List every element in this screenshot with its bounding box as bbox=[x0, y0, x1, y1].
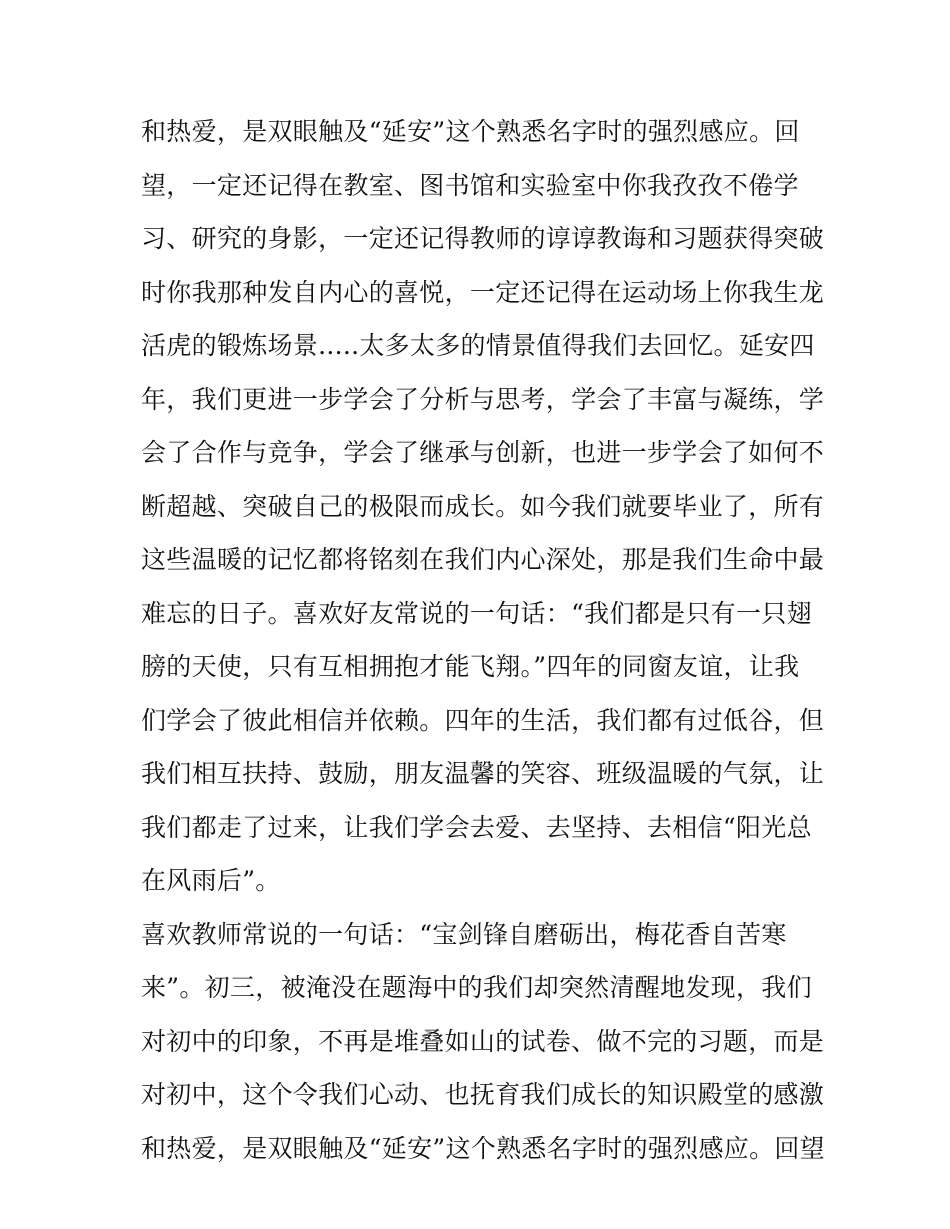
text-line: 我们相互扶持、鼓励，朋友温馨的笑容、班级温暖的气氛，让 bbox=[141, 759, 825, 788]
text-line: 喜欢教师常说的一句话：“宝剑锋自磨砺出，梅花香自苦寒 bbox=[141, 919, 787, 949]
text-line: 这些温暖的记忆都将铭刻在我们内心深处，那是我们生命中最 bbox=[141, 545, 825, 574]
text-line: 习、研究的身影，一定还记得教师的谆谆教诲和习题获得突破 bbox=[141, 224, 825, 253]
text-line: 来”。初三，被淹没在题海中的我们却突然清醒地发现，我们 bbox=[141, 973, 812, 1002]
text-line: 膀的天使，只有互相拥抱才能飞翔。”四年的同窗友谊，让我 bbox=[141, 652, 800, 681]
text-line: 活虎的锻炼场景.....太多太多的情景值得我们去回忆。延安四 bbox=[141, 331, 815, 360]
text-line: 对初中的印象，不再是堆叠如山的试卷、做不完的习题，而是 bbox=[141, 1026, 825, 1056]
text-line: 时你我那种发自内心的喜悦，一定还记得在运动场上你我生龙 bbox=[141, 277, 825, 307]
text-line: 望，一定还记得在教室、图书馆和实验室中你我孜孜不倦学 bbox=[141, 170, 799, 200]
text-line: 难忘的日子。喜欢好友常说的一句话：“我们都是只有一只翅 bbox=[141, 598, 812, 628]
text-line: 会了合作与竞争，学会了继承与创新，也进一步学会了如何不 bbox=[141, 438, 825, 467]
text-line: 在风雨后”。 bbox=[141, 866, 281, 895]
text-line: 和热爱，是双眼触及“延安”这个熟悉名字时的强烈感应。回望 bbox=[141, 1133, 825, 1163]
text-line: 我们都走了过来，让我们学会去爱、去坚持、去相信“阳光总 bbox=[141, 812, 812, 842]
text-line: 对初中，这个令我们心动、也抚育我们成长的知识殿堂的感激 bbox=[141, 1080, 825, 1109]
text-line: 年，我们更进一步学会了分析与思考，学会了丰富与凝练，学 bbox=[141, 384, 825, 414]
text-line: 和热爱，是双眼触及“延安”这个熟悉名字时的强烈感应。回 bbox=[141, 117, 800, 146]
text-line: 们学会了彼此相信并依赖。四年的生活，我们都有过低谷，但 bbox=[141, 705, 825, 735]
body-text bbox=[141, 110, 825, 1180]
text-line: 断超越、突破自己的极限而成长。如今我们就要毕业了，所有 bbox=[141, 491, 825, 521]
